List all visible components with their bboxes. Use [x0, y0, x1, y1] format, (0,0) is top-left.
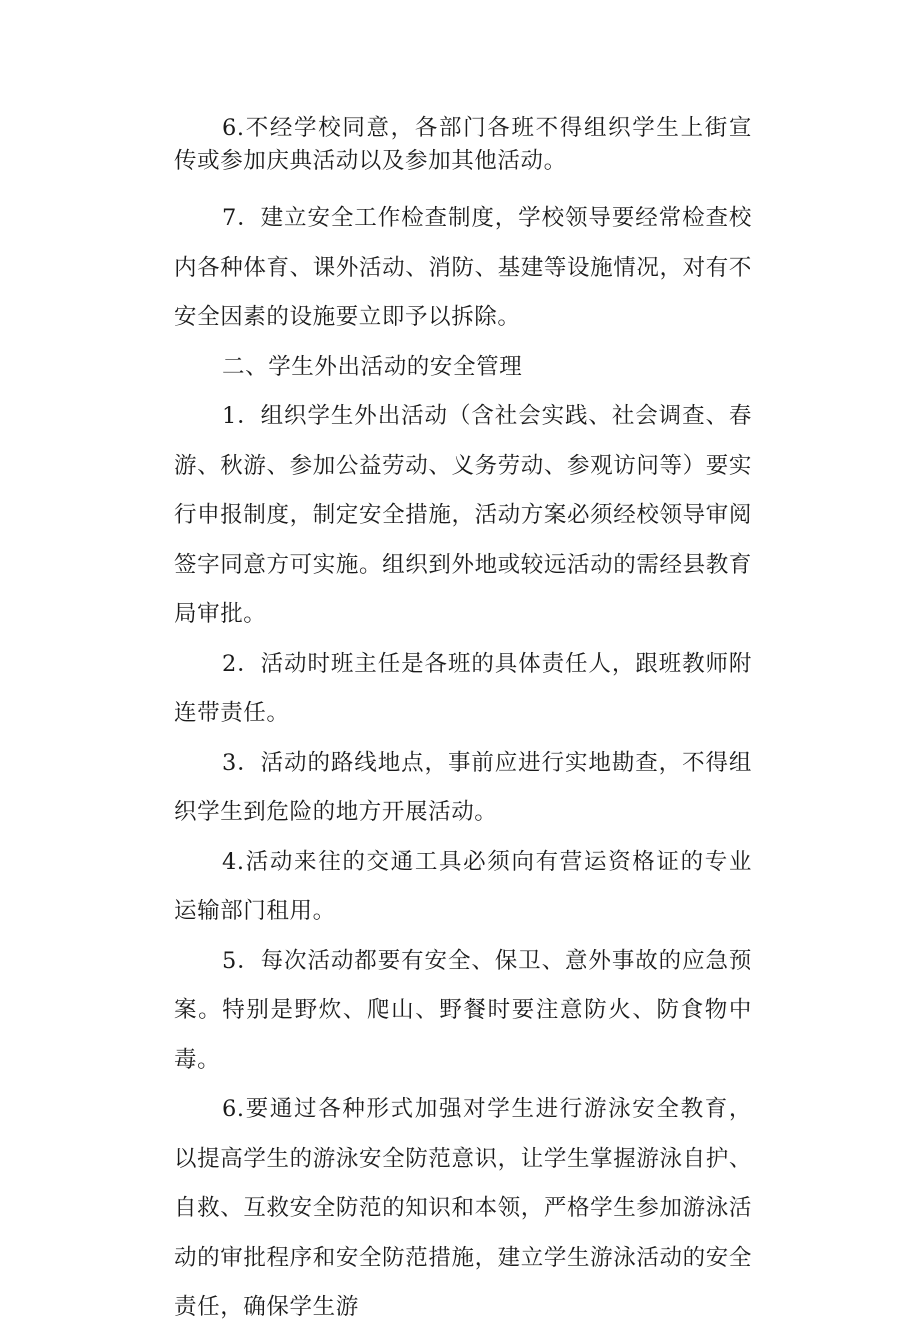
document-body: [174, 112, 752, 1333]
paragraph-outing-5-emergency: 5．每次活动都要有安全、保卫、意外事故的应急预案。特别是野炊、爬山、野餐时要注意防火、防食物中毒。: [174, 947, 752, 1073]
paragraph-outing-6-swimming: 6.要通过各种形式加强对学生进行游泳安全教育，以提高学生的游泳安全防范意识，让学生掌握游泳自护、自救、互救安全防范的知识和本领，严格学生参加游泳活动的审批程序和安全防范措施，建立学生游泳活动的安全责任，确保学生游: [174, 1096, 752, 1320]
paragraph-outing-4-transport: 4.活动来往的交通工具必须向有营运资格证的专业运输部门租用。: [174, 848, 752, 924]
paragraph-outing-1-approval: 1．组织学生外出活动（含社会实践、社会调查、春游、秋游、参加公益劳动、义务劳动、参观访问等）要实行申报制度，制定安全措施，活动方案必须经校领导审阅签字同意方可实施。组织到外地或较远活动的需经县教育局审批。: [174, 403, 752, 627]
paragraph-outing-3-route: 3．活动的路线地点，事前应进行实地勘查，不得组织学生到危险的地方开展活动。: [174, 749, 752, 825]
section-heading-outing-safety: 二、学生外出活动的安全管理: [222, 353, 523, 380]
paragraph-item-6-consent: 6.不经学校同意，各部门各班不得组织学生上街宣传或参加庆典活动以及参加其他活动。: [174, 115, 752, 174]
paragraph-outing-2-responsibility: 2．活动时班主任是各班的具体责任人，跟班教师附连带责任。: [174, 650, 752, 726]
paragraph-item-7-inspection: 7．建立安全工作检查制度，学校领导要经常检查校内各种体育、课外活动、消防、基建等设施情况，对有不安全因素的设施要立即予以拆除。: [174, 205, 752, 330]
